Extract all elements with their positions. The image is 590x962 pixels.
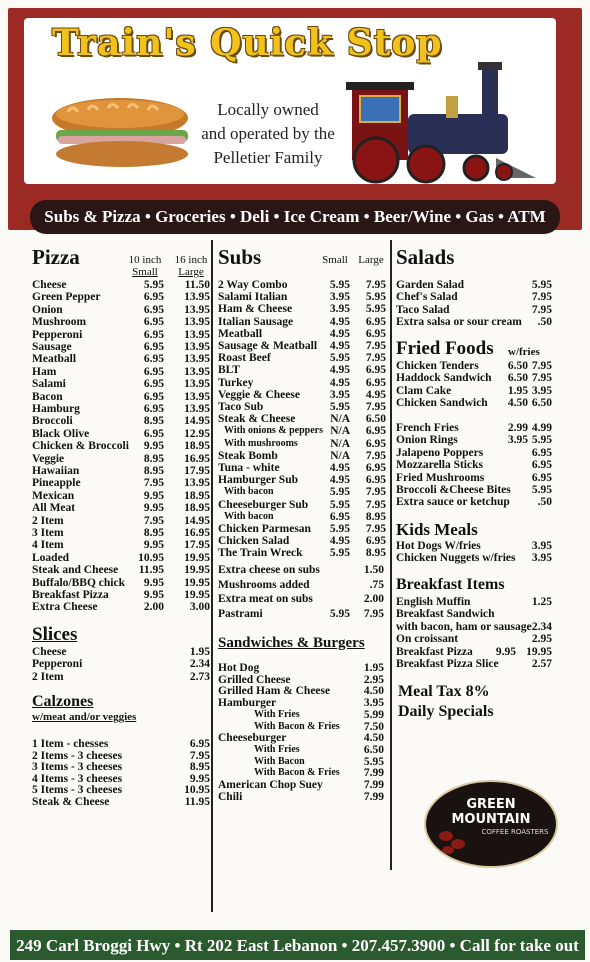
item-name: Cheese [32, 646, 67, 658]
kids-meals-heading: Kids Meals [396, 520, 478, 539]
item-price-small: 5.95 [329, 401, 350, 413]
item-price-small: 5.95 [329, 547, 350, 560]
item-price-small: 9.95 [143, 502, 164, 515]
item-price: 13.95 [184, 316, 210, 329]
item-price-small: 5.95 [329, 498, 350, 511]
item-price: 4.95 [365, 388, 386, 401]
item-price: 7.95 [365, 340, 386, 352]
breakfast-heading: Breakfast Items [396, 576, 505, 593]
subs-small-label: Small [322, 254, 348, 266]
item-price-small: N/A [330, 413, 350, 426]
item-price: .50 [537, 316, 552, 329]
item-name: Extra sauce or ketchup [396, 496, 510, 509]
item-name: On croissant [396, 633, 459, 646]
item-price: 13.95 [184, 477, 210, 490]
item-price: 9.95 [189, 772, 210, 785]
item-name: Extra salsa or sour cream [396, 316, 522, 329]
item-price: 6.95 [365, 327, 386, 340]
services-band: Subs & Pizza • Groceries • Deli • Ice Cream • Beer/Wine • Gas • ATM [30, 200, 560, 234]
item-price-small: 7.95 [143, 477, 164, 490]
item-price: 7.95 [531, 291, 552, 304]
item-name: American Chop Suey [218, 779, 323, 791]
item-price-small: N/A [330, 449, 350, 462]
item-name: Steak Bomb [218, 449, 278, 462]
item-name: 2 Item [32, 670, 64, 683]
item-price: 6.95 [365, 474, 386, 487]
item-price-small: 5.95 [143, 279, 164, 291]
logo-subtext: COFFEE ROASTERS [481, 828, 549, 836]
item-name: Taco Sub [218, 401, 264, 413]
item-price-small: 3.95 [329, 303, 350, 316]
item-price-small: 8.95 [143, 465, 164, 477]
item-price: 1.95 [189, 646, 210, 658]
size-label: 16 inch [174, 254, 208, 266]
item-name: 2 Way Combo [218, 279, 288, 291]
item-name: Extra cheese on subs [218, 564, 320, 576]
item-name: Black Olive [32, 427, 90, 440]
item-name: Taco Salad [396, 303, 450, 316]
item-price: 6.50 [365, 413, 386, 426]
item-price: 16.95 [184, 452, 210, 465]
item-price: 7.99 [363, 790, 384, 803]
item-name: Steak and Cheese [32, 564, 119, 577]
fried-foods-heading: Fried Foods [396, 338, 494, 359]
item-name: Bacon [32, 390, 63, 403]
item-price: 19.95 [184, 564, 210, 577]
item-price: 2.95 [531, 633, 552, 646]
item-price-small: 9.95 [143, 589, 164, 601]
item-price: 6.95 [365, 462, 386, 474]
item-price: 7.95 [365, 486, 386, 499]
item-name: Breakfast Pizza Slice [396, 658, 499, 670]
item-name: Meatball [32, 353, 77, 366]
item-name: Steak & Cheese [32, 795, 110, 808]
item-name: Hot Dogs W/fries [396, 540, 481, 552]
sub-sandwich-image [48, 92, 198, 172]
item-name: Hawaiian [32, 465, 80, 477]
column-divider [211, 240, 213, 912]
item-name: Chicken Parmesan [218, 523, 311, 535]
item-name: 4 Item [32, 539, 64, 552]
item-price: .75 [369, 578, 384, 591]
item-price-small: 6.95 [143, 403, 164, 415]
item-price: 5.95 [365, 291, 386, 304]
item-name: Cheese [32, 279, 67, 291]
item-name: Breakfast Pizza [396, 645, 473, 658]
pizza-size-16-label [168, 254, 214, 278]
item-price: 6.95 [531, 446, 552, 459]
subs-large-label: Large [358, 254, 384, 266]
item-price: 13.95 [184, 403, 210, 415]
item-price-small: 7.95 [143, 514, 164, 527]
item-price: 5.95 [365, 303, 386, 316]
item-name: Cheeseburger [218, 732, 287, 745]
item-price: 3.95 [363, 697, 384, 710]
item-name: With Bacon & Fries [254, 767, 340, 779]
item-name: Italian Sausage [218, 315, 294, 328]
item-name: 3 Items - 3 cheeses [32, 761, 123, 773]
item-name: Cheeseburger Sub [218, 498, 309, 511]
item-name: Veggie [32, 452, 65, 465]
item-price: 6.95 [365, 535, 386, 548]
item-name: BLT [218, 364, 240, 377]
item-price-small: 8.95 [143, 452, 164, 465]
item-price: 3.95 [531, 540, 552, 552]
item-name: Onion [32, 303, 63, 316]
item-price: 19.95 [184, 576, 210, 589]
item-price: 7.95 [365, 401, 386, 413]
slices-heading: Slices [32, 624, 78, 645]
item-price: 14.95 [184, 514, 210, 527]
salads-heading: Salads [396, 245, 455, 269]
item-price-small: 5.95 [329, 279, 350, 291]
calzones-heading: Calzones [32, 693, 94, 710]
item-price-small: 6.95 [143, 427, 164, 440]
item-price: 6.95 [531, 459, 552, 472]
item-price: 8.95 [365, 547, 386, 560]
item-price: 17.95 [184, 539, 210, 552]
item-price-small: 6.95 [143, 303, 164, 316]
item-price: 2.34 [189, 658, 210, 671]
item-price: 7.95 [365, 449, 386, 462]
item-price-small: 3.95 [507, 434, 528, 447]
item-price-small: 9.95 [143, 576, 164, 589]
item-price: 19.95 [526, 645, 552, 658]
item-price-small: 4.95 [329, 327, 350, 340]
item-name: Roast Beef [218, 352, 271, 365]
subs-heading: Subs [218, 245, 262, 269]
item-price: 6.95 [531, 471, 552, 484]
item-name: Mozzarella Sticks [396, 459, 483, 472]
column-divider [390, 240, 392, 870]
item-price-small: 5.95 [329, 523, 350, 535]
coffee-beans-icon [436, 824, 480, 856]
item-price: 7.99 [363, 767, 384, 780]
item-price-small: 6.95 [143, 291, 164, 304]
item-name: Chicken Salad [218, 535, 290, 548]
item-name: Hamburger [218, 697, 277, 710]
item-name: Garden Salad [396, 279, 465, 291]
item-price-small: 4.95 [329, 364, 350, 377]
item-price: 7.95 [189, 749, 210, 762]
item-name: Fried Mushrooms [396, 471, 485, 484]
item-price-small: 5.95 [329, 607, 350, 620]
item-name: Broccoli [32, 415, 73, 428]
calzones-subtitle: w/meat and/or veggies [32, 711, 137, 723]
item-price: 7.95 [365, 498, 386, 511]
logo-text: MOUNTAIN [451, 812, 531, 827]
item-price: 13.95 [184, 365, 210, 378]
store-title: Train's Quick Stop [52, 22, 443, 64]
item-price: 18.95 [184, 502, 210, 515]
item-price: 13.95 [184, 341, 210, 353]
item-name: With mushrooms [224, 437, 298, 449]
item-name: Hot Dog [218, 662, 260, 674]
item-name: Breakfast Pizza [32, 589, 109, 601]
item-price: 6.95 [189, 738, 210, 750]
item-price-small: 8.95 [143, 527, 164, 539]
item-name: Chicken & Broccoli [32, 440, 129, 453]
item-name: Onion Rings [396, 434, 458, 447]
item-name: 5 Items - 3 cheeses [32, 784, 123, 796]
item-price: 13.95 [184, 291, 210, 304]
item-name: With Fries [254, 743, 300, 755]
item-name: Grilled Ham & Cheese [218, 685, 331, 698]
item-price-small: 4.95 [329, 462, 350, 474]
item-price: 18.95 [184, 489, 210, 502]
item-price-small: 5.95 [329, 486, 350, 499]
item-price: 2.95 [363, 673, 384, 686]
item-price: 19.95 [184, 551, 210, 564]
item-name: Steak & Cheese [218, 413, 296, 426]
item-price-small: 11.95 [138, 564, 164, 577]
item-price: 2.73 [189, 670, 210, 683]
item-price: 7.95 [363, 607, 384, 620]
item-name: Breakfast Sandwich [396, 608, 495, 621]
size-label: Large [178, 266, 204, 278]
item-name: French Fries [396, 422, 459, 434]
item-name: Loaded [32, 551, 70, 564]
item-name: With bacon [224, 510, 274, 522]
item-name: Green Pepper [32, 291, 101, 304]
item-price-small: 9.95 [143, 489, 164, 502]
item-price: 13.95 [184, 378, 210, 391]
item-name: Chicken Tenders [396, 360, 479, 372]
item-price: 11.95 [184, 795, 210, 808]
tagline-line: and operated by the [201, 124, 335, 143]
item-name: Hamburger Sub [218, 474, 298, 487]
item-name: Pepperoni [32, 328, 83, 341]
item-name: Mushrooms added [218, 578, 310, 591]
item-price-small: 8.95 [143, 415, 164, 428]
item-price-small: 4.95 [329, 474, 350, 487]
item-name: Ham & Cheese [218, 303, 293, 316]
item-price: 6.95 [365, 315, 386, 328]
item-price: 13.95 [184, 353, 210, 366]
item-price-small: 3.95 [329, 291, 350, 304]
item-price: 6.95 [365, 437, 386, 450]
daily-specials: Daily Specials [398, 703, 494, 720]
item-price-small: 6.95 [143, 316, 164, 329]
item-price: 19.95 [184, 589, 210, 601]
item-name: Haddock Sandwich [396, 372, 492, 385]
item-name: Chef's Salad [396, 291, 458, 304]
item-name: Meatball [218, 327, 263, 340]
tagline-line: Locally owned [217, 100, 319, 119]
item-name: 4 Items - 3 cheeses [32, 772, 123, 785]
item-price: 6.95 [365, 364, 386, 377]
item-price: 8.95 [365, 510, 386, 523]
item-name: 3 Item [32, 527, 64, 539]
item-name: 2 Item [32, 514, 64, 527]
item-price: .50 [537, 496, 552, 509]
item-price: 13.95 [184, 328, 210, 341]
item-price: 5.95 [531, 279, 552, 291]
item-price: 10.95 [184, 784, 210, 796]
item-price-small: 10.95 [138, 551, 164, 564]
item-name: With Bacon [254, 755, 305, 767]
item-price: 12.95 [184, 427, 210, 440]
item-price: 3.95 [531, 552, 552, 565]
item-price-small: 6.95 [143, 328, 164, 341]
item-price-small: 1.95 [507, 384, 528, 397]
item-name: With bacon [224, 486, 274, 498]
item-price: 7.99 [363, 779, 384, 791]
item-price: 17.95 [184, 465, 210, 477]
item-price: 6.95 [365, 376, 386, 389]
item-name: Mushroom [32, 316, 87, 329]
item-name: Pastrami [218, 607, 263, 620]
item-price: 8.95 [189, 761, 210, 773]
item-price: 6.95 [365, 425, 386, 438]
item-name: Chicken Sandwich [396, 397, 488, 410]
item-name: Chili [218, 790, 243, 803]
item-price-small: 4.95 [329, 535, 350, 548]
item-name: Jalapeno Poppers [396, 446, 484, 459]
item-price: 5.99 [363, 708, 384, 721]
item-name: Turkey [218, 376, 254, 389]
item-price-small: 2.00 [143, 601, 164, 614]
item-price: 7.95 [365, 279, 386, 291]
item-price-small: 6.95 [143, 353, 164, 366]
item-name: Pepperoni [32, 658, 83, 671]
item-name: Sausage & Meatball [218, 340, 318, 352]
item-price: 14.95 [184, 415, 210, 428]
item-price: 3.00 [189, 601, 210, 614]
item-name: Hamburg [32, 403, 80, 415]
item-name: Extra meat on subs [218, 593, 313, 605]
item-name: Tuna - white [218, 462, 280, 474]
item-price-small: N/A [330, 425, 350, 438]
item-price-small: 6.50 [507, 360, 528, 372]
item-price: 7.95 [531, 372, 552, 385]
item-name: with bacon, ham or sausage [396, 620, 532, 633]
item-price: 1.95 [363, 662, 384, 674]
item-name: The Train Wreck [218, 547, 303, 560]
item-price-small: 9.95 [495, 645, 516, 658]
item-name: Pineapple [32, 477, 81, 490]
item-price-small: N/A [330, 437, 350, 450]
item-price-small: 6.95 [329, 510, 350, 523]
item-name: Chicken Nuggets w/fries [396, 552, 516, 565]
item-price: 7.95 [365, 523, 386, 535]
item-name: With onions & peppers [224, 425, 324, 437]
item-price: 7.95 [531, 303, 552, 316]
item-price-small: 4.95 [329, 315, 350, 328]
item-name: Veggie & Cheese [218, 388, 300, 401]
item-name: Salami [32, 378, 66, 391]
fried-foods-note: w/fries [508, 346, 540, 358]
tagline-line: Pelletier Family [213, 148, 323, 167]
item-price: 7.95 [531, 360, 552, 372]
item-name: Broccoli &Cheese Bites [396, 484, 511, 496]
item-price: 4.50 [363, 732, 384, 745]
pizza-heading: Pizza [32, 245, 80, 269]
item-name: With Bacon & Fries [254, 720, 340, 732]
item-price: 5.95 [531, 434, 552, 447]
item-name: Grilled Cheese [218, 673, 291, 686]
item-price: 2.34 [531, 620, 552, 633]
item-name: Salami Italian [218, 291, 288, 304]
item-price: 5.95 [531, 484, 552, 496]
item-name: Buffalo/BBQ chick [32, 576, 125, 589]
item-price-small: 6.50 [507, 372, 528, 385]
item-name: Clam Cake [396, 384, 452, 397]
item-price: 3.95 [531, 384, 552, 397]
item-price-small: 2.99 [507, 422, 528, 434]
item-name: 1 Item - chesses [32, 738, 109, 750]
item-price: 2.00 [363, 593, 384, 605]
item-price-small: 4.95 [329, 376, 350, 389]
item-price-small: 9.95 [143, 539, 164, 552]
item-price-small: 4.95 [329, 340, 350, 352]
item-price-small: 6.95 [143, 341, 164, 353]
item-name: 2 Items - 3 cheeses [32, 749, 123, 762]
item-name: All Meat [32, 502, 76, 515]
item-price: 6.50 [531, 397, 552, 410]
item-price-small: 3.95 [329, 388, 350, 401]
item-price-small: 4.50 [507, 397, 528, 410]
pizza-size-10-label [122, 254, 168, 278]
item-price-small: 9.95 [143, 440, 164, 453]
item-price: 4.50 [363, 685, 384, 698]
item-price: 13.95 [184, 303, 210, 316]
item-price: 4.99 [531, 422, 552, 434]
size-label: 10 inch [128, 254, 162, 266]
item-price: 6.50 [363, 743, 384, 756]
item-price: 5.95 [363, 755, 384, 768]
item-price: 1.25 [531, 596, 552, 608]
item-price-small: 5.95 [329, 352, 350, 365]
item-price-small: 6.95 [143, 365, 164, 378]
item-price: 16.95 [184, 527, 210, 539]
item-name: English Muffin [396, 596, 471, 608]
logo-text: GREEN [466, 797, 516, 812]
item-price: 18.95 [184, 440, 210, 453]
sandwiches-heading: Sandwiches & Burgers [218, 635, 365, 651]
item-name: Ham [32, 365, 57, 378]
item-price: 7.50 [363, 720, 384, 733]
item-price: 11.50 [184, 279, 210, 291]
item-price-small: 6.95 [143, 390, 164, 403]
item-price: 7.95 [365, 352, 386, 365]
item-price-small: 6.95 [143, 378, 164, 391]
item-price: 13.95 [184, 390, 210, 403]
meal-tax: Meal Tax 8% [398, 683, 490, 700]
item-price: 1.50 [363, 564, 384, 576]
tagline [198, 98, 338, 170]
item-name: With Fries [254, 708, 300, 720]
item-name: Sausage [32, 341, 72, 353]
item-price: 2.57 [531, 658, 552, 670]
footer-contact-bar: 249 Carl Broggi Hwy • Rt 202 East Lebanon • 207.457.3900 • Call for take out [10, 930, 585, 960]
size-label: Small [132, 266, 158, 278]
item-name: Extra Cheese [32, 601, 98, 614]
locomotive-image [346, 60, 546, 186]
item-name: Mexican [32, 489, 75, 502]
